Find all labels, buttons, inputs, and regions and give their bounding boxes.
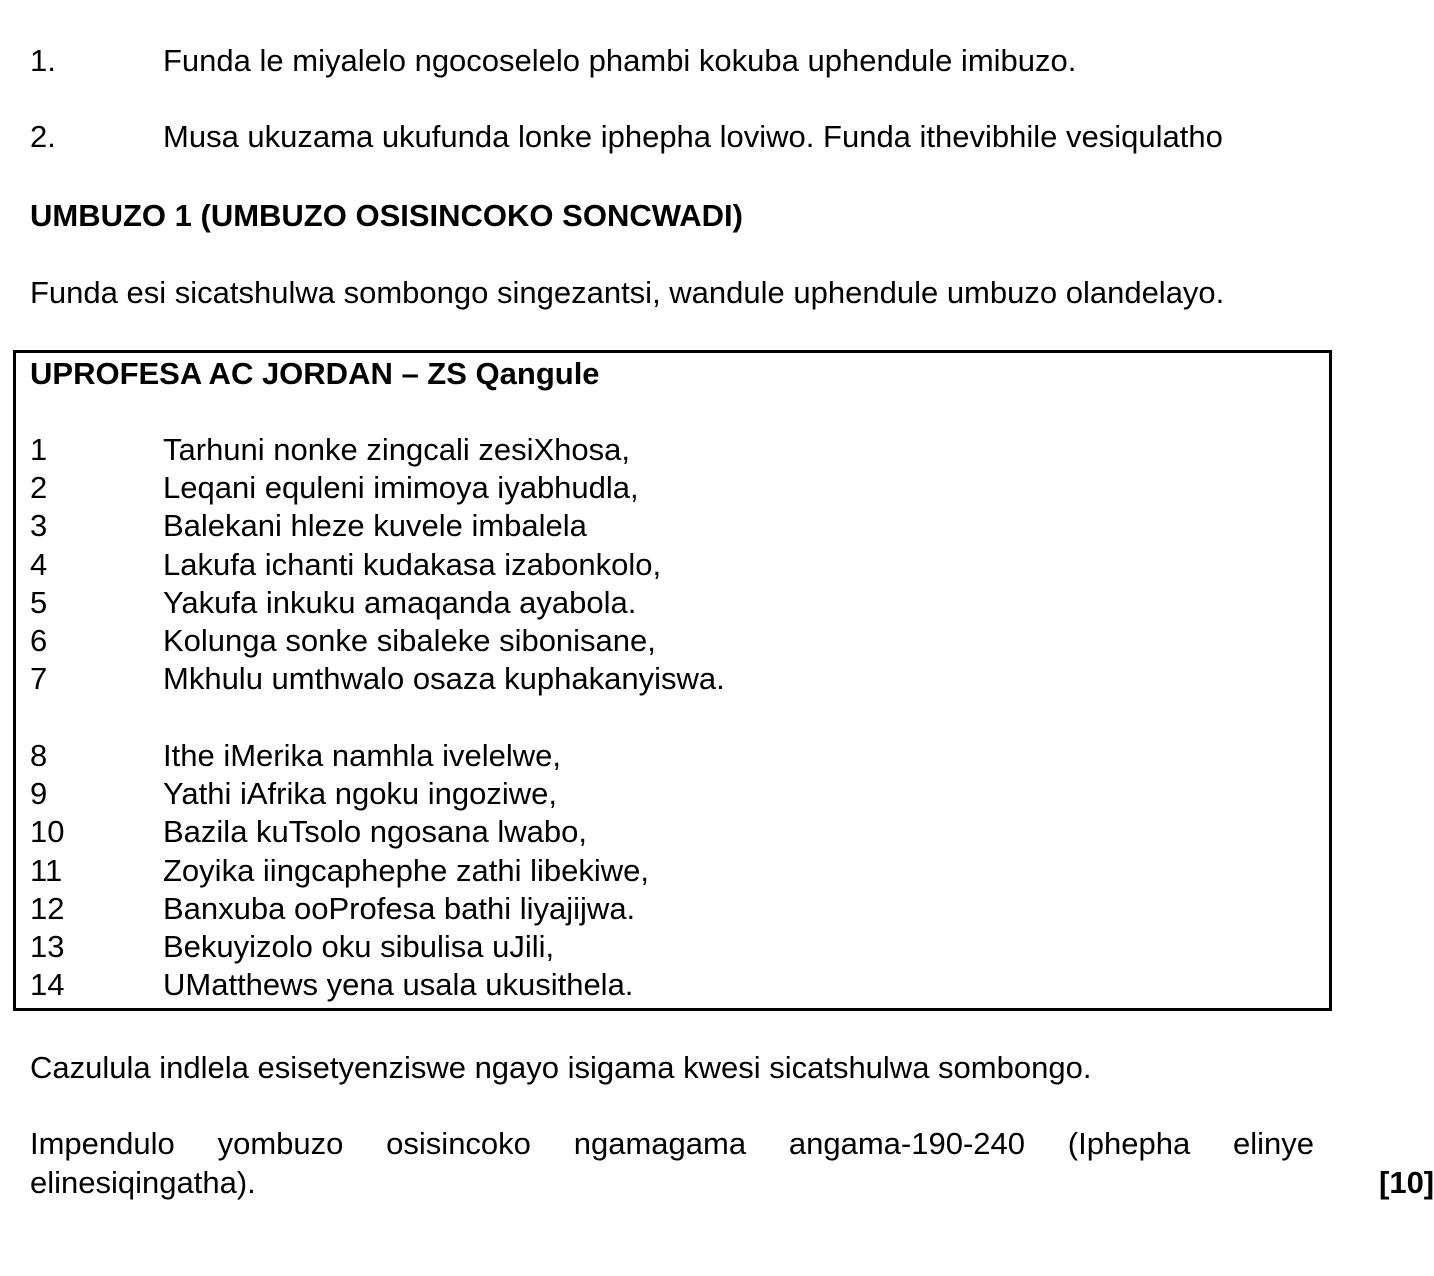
poem-line-text: Balekani hleze kuvele imbalela [163,508,587,543]
poem-title: UPROFESA AC JORDAN – ZS Qangule [30,356,600,391]
answer-instruction-line-2: elinesiqingatha). [30,1165,256,1200]
question-intro: Funda esi sicatshulwa sombongo singezantsi, wandule uphendule umbuzo olandelayo. [30,275,1225,310]
instruction-number: 2. [30,119,56,154]
instruction-2 [0,114,1414,154]
poem-line-text: Yathi iAfrika ngoku ingoziwe, [163,776,558,811]
answer-instruction-line-1: Impendulo yombuzo osisincoko ngamagama angama-190-240 (Iphepha elinye [30,1126,1314,1161]
poem-line-text: Ithe iMerika namhla ivelelwe, [163,738,562,773]
poem-line-number: 5 [30,585,48,620]
instruction-text: Funda le miyalelo ngocoselelo phambi kokuba uphendule imibuzo. [163,43,1077,78]
poem-line-number: 12 [30,891,65,926]
poem-line-text: Yakufa inkuku amaqanda ayabola. [163,585,637,620]
instruction-number: 1. [30,43,56,78]
task-prompt: Cazulula indlela esisetyenziswe ngayo isigama kwesi sicatshulwa sombongo. [30,1050,1092,1085]
poem-line-number: 4 [30,547,48,582]
poem-line-text: Bekuyizolo oku sibulisa uJili, [163,929,555,964]
poem-line-text: Kolunga sonke sibaleke sibonisane, [163,623,656,658]
poem-line-number: 7 [30,661,48,696]
poem-line-text: Bazila kuTsolo ngosana lwabo, [163,814,587,849]
poem-line-text: Leqani equleni imimoya iyabhudla, [163,470,639,505]
poem-line-number: 13 [30,929,65,964]
poem-line-number: 3 [30,508,48,543]
poem-line-number: 6 [30,623,48,658]
poem-line-number: 1 [30,432,48,467]
marks-label: [10] [1379,1165,1434,1200]
poem-line-text: Mkhulu umthwalo osaza kuphakanyiswa. [163,661,725,696]
poem-line-number: 11 [30,853,63,888]
poem-line-text: UMatthews yena usala ukusithela. [163,967,634,1002]
poem-line-number: 8 [30,738,48,773]
poem-line-number: 9 [30,776,48,811]
poem-line-number: 10 [30,814,65,849]
poem-line-number: 14 [30,967,65,1002]
question-heading: UMBUZO 1 (UMBUZO OSISINCOKO SONCWADI) [30,198,743,233]
poem-line-text: Banxuba ooProfesa bathi liyajijwa. [163,891,636,926]
poem-line-number: 2 [30,470,48,505]
instruction-text: Musa ukuzama ukufunda lonke iphepha loviwo. Funda ithevibhile vesiqulatho [163,119,1223,154]
poem-line-text: Lakufa ichanti kudakasa izabonkolo, [163,547,662,582]
poem-line-text: Tarhuni nonke zingcali zesiXhosa, [163,432,630,467]
poem-line-text: Zoyika iingcaphephe zathi libekiwe, [163,853,649,888]
